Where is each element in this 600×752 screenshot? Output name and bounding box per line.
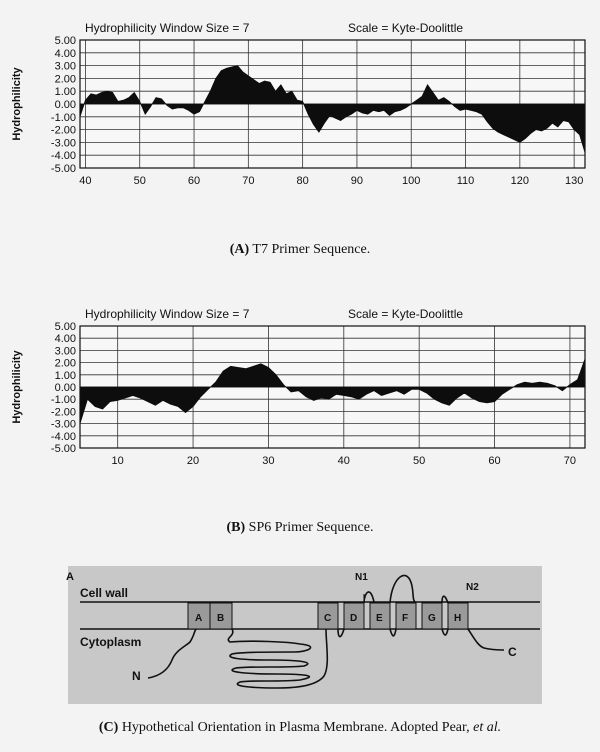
chart-a-xtick-label: 110: [456, 175, 475, 187]
c-terminus-label: C: [508, 645, 517, 659]
corner-mark: A: [66, 571, 74, 583]
chart-a-svg: [0, 0, 600, 236]
chart-a-title-right: Scale = Kyte-Doolittle: [348, 21, 464, 35]
n-terminus-label: N: [132, 669, 141, 683]
chart-b-ytick-label: 0.00: [54, 382, 76, 394]
cytoplasm-label: Cytoplasm: [80, 635, 142, 649]
chart-a-ytick-label: -4.00: [50, 150, 76, 163]
chart-a-xtick-label: 70: [242, 175, 255, 187]
chart-a-xtick-label: 120: [510, 175, 530, 187]
chart-b-ytick-label: 1.00: [54, 369, 76, 382]
chart-b-ytick-label: 5.00: [54, 321, 76, 333]
chart-b-ytick-label: -3.00: [50, 418, 76, 431]
chart-a-ytick-label: 3.00: [54, 60, 76, 73]
chart-a-xtick-label: 100: [402, 175, 421, 187]
chart-b-ylabel: Hydrophilicity: [11, 350, 23, 424]
caption-b: [0, 520, 600, 536]
chart-b-ytick-label: -5.00: [50, 443, 76, 455]
chart-b-title-left: Hydrophilicity Window Size = 7: [85, 307, 250, 321]
membrane-diagram-panel: [0, 566, 600, 706]
chart-a-xtick-label: 40: [79, 175, 92, 187]
cell-wall-label: Cell wall: [80, 586, 129, 600]
chart-b-xtick-label: 20: [186, 455, 200, 467]
helix-a-label: A: [195, 613, 203, 624]
helix-f-label: F: [402, 613, 409, 624]
caption-a: [0, 242, 600, 258]
chart-a-ytick-label: -1.00: [50, 111, 76, 124]
chart-b-title-right: Scale = Kyte-Doolittle: [348, 307, 464, 321]
chart-panel-a: [0, 0, 600, 236]
membrane-diagram: [0, 566, 600, 706]
chart-b-ytick-label: 3.00: [54, 345, 76, 358]
chart-panel-b: [0, 296, 600, 516]
chart-b-ytick-label: 2.00: [54, 357, 76, 370]
helix-group-left: [188, 603, 232, 629]
caption-a-text: T7 Primer Sequence.: [249, 242, 371, 257]
chart-b-xtick-label: 40: [337, 455, 350, 467]
chart-b-svg: [0, 296, 600, 516]
chart-a-title-left: Hydrophilicity Window Size = 7: [85, 21, 250, 35]
helix-g-label: G: [428, 613, 436, 624]
chart-a-ylabel: Hydrophilicity: [11, 67, 23, 141]
chart-a-ytick-label: 2.00: [54, 73, 76, 86]
caption-b-label: (B): [226, 520, 246, 535]
chart-b-ytick-label: -1.00: [50, 394, 76, 407]
caption-c-etal: et al.: [473, 720, 502, 735]
chart-b-xtick-label: 60: [488, 455, 501, 467]
chart-b-xtick-label: 10: [111, 455, 124, 467]
chart-b-ytick-label: -4.00: [50, 430, 76, 443]
chart-a-ytick-label: -3.00: [50, 137, 76, 150]
chart-a-xtick-label: 80: [296, 175, 309, 187]
helix-b-label: B: [217, 613, 225, 624]
helix-d-label: D: [350, 613, 358, 624]
chart-a-xtick-label: 50: [133, 175, 146, 187]
chart-b-xtick-label: 70: [563, 455, 577, 467]
helix-h-label: H: [454, 613, 462, 624]
caption-c: [0, 720, 600, 736]
caption-c-text: Hypothetical Orientation in Plasma Membrane. Adopted Pear,: [118, 720, 474, 735]
chart-a-ytick-label: -2.00: [50, 124, 76, 137]
chart-b-ytick-label: -2.00: [50, 406, 76, 419]
chart-a-ytick-label: 1.00: [54, 86, 76, 99]
chart-b-xtick-label: 30: [262, 455, 275, 467]
chart-a-xtick-label: 90: [350, 175, 364, 187]
helix-e-label: E: [376, 613, 383, 624]
chart-a-xtick-label: 130: [564, 175, 584, 187]
chart-a-ytick-label: 0.00: [54, 99, 76, 111]
caption-a-label: (A): [229, 242, 250, 257]
chart-a-xtick-label: 60: [187, 175, 201, 187]
chart-b-ytick-label: 4.00: [54, 333, 76, 346]
caption-c-label: (C): [98, 720, 119, 735]
caption-b-text: SP6 Primer Sequence.: [245, 520, 374, 535]
helix-c-label: C: [324, 613, 332, 624]
chart-a-ytick-label: 5.00: [54, 35, 76, 47]
chart-b-xtick-label: 50: [413, 455, 426, 467]
chart-a-ytick-label: -5.00: [50, 163, 76, 175]
n1-label: N1: [355, 572, 368, 583]
n2-label: N2: [466, 582, 479, 593]
chart-a-ytick-label: 4.00: [54, 47, 76, 60]
